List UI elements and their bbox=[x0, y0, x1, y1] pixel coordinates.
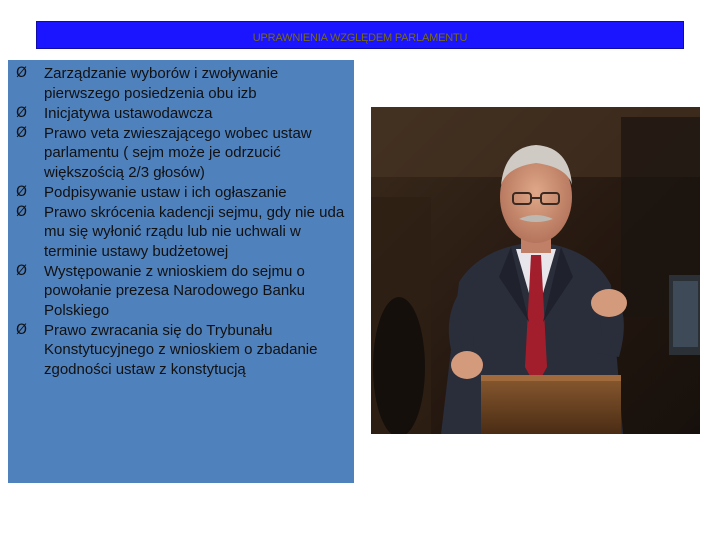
speaker-photo bbox=[371, 107, 700, 434]
list-item bbox=[16, 262, 352, 321]
list-item-text: Prawo veta zwieszającego wobec ustaw parlamentu ( sejm może je odrzucić większością 2/3 głosów) bbox=[44, 124, 312, 181]
list-item bbox=[16, 203, 352, 262]
arrow-bullet-icon: Ø bbox=[16, 262, 28, 279]
list-item bbox=[16, 321, 352, 380]
list-item-text: Podpisywanie ustaw i ich ogłaszanie bbox=[44, 183, 287, 201]
arrow-bullet-icon: Ø bbox=[16, 65, 28, 81]
list-item-text: Zarządzanie wyborów i zwoływanie pierwszego posiedzenia obu izb bbox=[44, 65, 279, 102]
list-item-text: Prawo zwracania się do Trybunału Konstytucyjnego z wnioskiem o zbadanie zgodności ustaw z konstytucją bbox=[44, 321, 318, 378]
arrow-bullet-icon: Ø bbox=[16, 321, 28, 338]
slide-title: UPRAWNIENIA WZGLĘDEM PARLAMENTU bbox=[252, 32, 468, 44]
list-item bbox=[16, 124, 352, 183]
arrow-bullet-icon: Ø bbox=[16, 183, 28, 200]
list-item-text: Prawo skrócenia kadencji sejmu, gdy nie uda mu się wyłonić rządu lub nie uchwali w terminie ustawy budżetowej bbox=[44, 203, 345, 260]
list-item bbox=[16, 183, 352, 203]
arrow-bullet-icon: Ø bbox=[16, 124, 28, 141]
arrow-bullet-icon: Ø bbox=[16, 104, 28, 121]
list-item-text: Występowanie z wnioskiem do sejmu o powołanie prezesa Narodowego Banku Polskiego bbox=[44, 262, 306, 319]
list-item-text: Inicjatywa ustawodawcza bbox=[44, 104, 213, 122]
content-box bbox=[8, 60, 354, 483]
bullet-list bbox=[16, 64, 352, 380]
arrow-bullet-icon: Ø bbox=[16, 203, 28, 220]
title-bar bbox=[36, 21, 684, 49]
list-item bbox=[16, 64, 352, 103]
list-item bbox=[16, 104, 352, 124]
